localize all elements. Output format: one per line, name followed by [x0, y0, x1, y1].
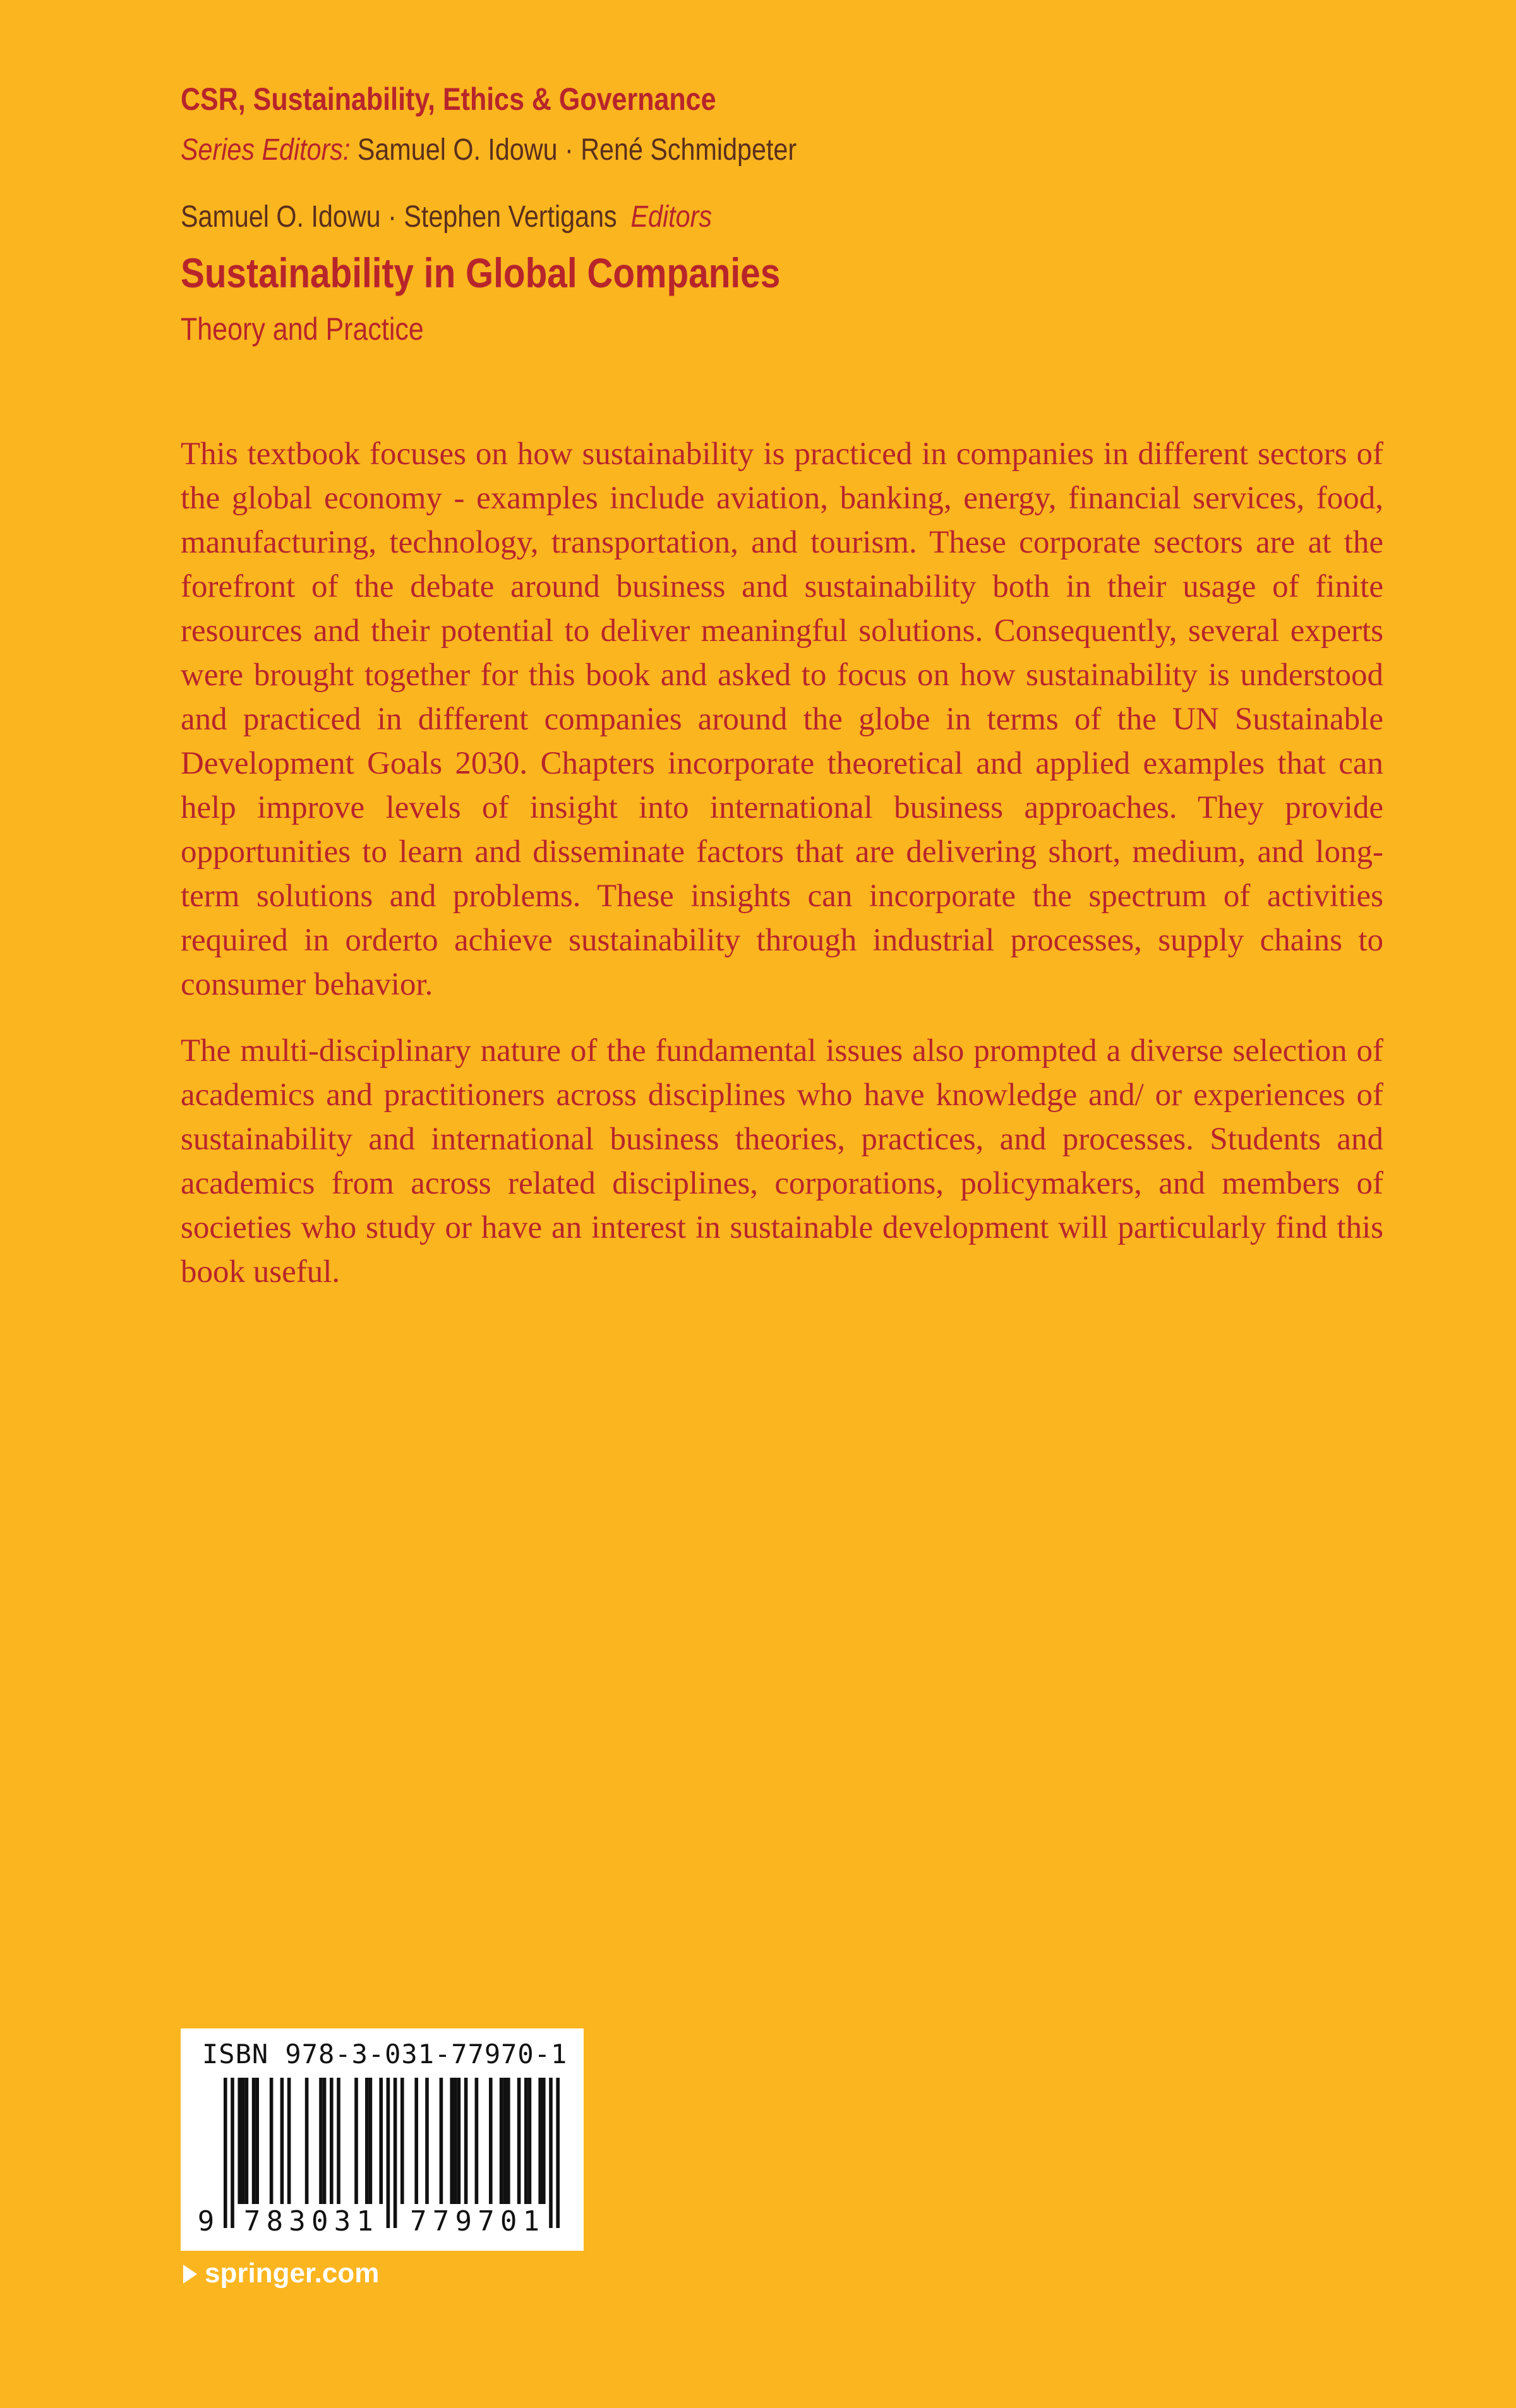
barcode-bar — [330, 2078, 334, 2204]
barcode-bar — [538, 2078, 542, 2204]
springer-link-text: springer.com — [205, 2258, 380, 2289]
barcode-bar — [517, 2078, 521, 2204]
barcode-bar — [414, 2078, 418, 2204]
barcode-bar — [528, 2078, 532, 2204]
barcode-bar — [556, 2078, 560, 2228]
barcode-bar — [440, 2078, 443, 2204]
barcode-digits: 779701 — [410, 2205, 540, 2237]
isbn-barcode — [181, 2028, 584, 2251]
barcode-bar — [252, 2078, 256, 2204]
barcode-bar — [387, 2078, 390, 2228]
series-editors-names: Samuel O. Idowu · René Schmidpeter — [357, 133, 797, 167]
barcode-bar — [454, 2078, 457, 2204]
isbn-label: ISBN 978-3-031-77970-1 — [202, 2039, 568, 2070]
barcode-bar — [425, 2078, 429, 2204]
arrow-icon — [183, 2265, 197, 2284]
barcode-bar — [503, 2078, 507, 2204]
blurb-paragraph-1: This textbook focuses on how sustainability is practiced in companies in different sectors of the global economy - examples include aviation, banking, energy, financial services, food, manufacturing, technology, transportation, and tourism. These corporate sectors are at the forefront of the debate around business and sustainability both in their usage of finite resources and their potential to deliver meaningful solutions. Consequently, several experts were brought together for this book and asked to focus on how sustainability is understood and practiced in different companies around the globe in terms of the UN Sustainable Development Goals 2030. Chapters incorporate theoretical and applied examples that can help improve levels of insight into international business approaches. They provide opportunities to learn and disseminate factors that are delivering short, medium, and long-term solutions and problems. These insights can incorporate the spectrum of activities required in orderto achieve sustainability through industrial processes, supply chains to consumer behavior. — [181, 436, 1383, 1002]
barcode-bar — [280, 2078, 284, 2204]
springer-link[interactable] — [183, 2258, 379, 2289]
barcode-bar — [450, 2078, 454, 2204]
barcode-bar — [489, 2078, 493, 2204]
barcode-bar — [457, 2078, 461, 2204]
barcode-bar — [507, 2078, 510, 2204]
barcode-bar — [323, 2078, 327, 2204]
book-subtitle: Theory and Practice — [181, 311, 424, 347]
barcode-bar — [542, 2078, 546, 2204]
barcode-bar — [400, 2078, 404, 2204]
book-editors-names: Samuel O. Idowu · Stephen Vertigans — [181, 200, 617, 234]
barcode-bar — [241, 2078, 245, 2204]
series-editors-label: Series Editors: — [181, 133, 351, 167]
book-editors-label: Editors — [630, 200, 712, 234]
barcode-bar — [224, 2078, 227, 2228]
book-editors — [181, 200, 712, 234]
barcode-bar — [475, 2078, 479, 2204]
series-editors — [181, 133, 797, 167]
barcode-bar — [549, 2078, 553, 2228]
barcode-bar — [255, 2078, 259, 2204]
barcode-bar — [369, 2078, 373, 2204]
barcode-bar — [245, 2078, 249, 2204]
barcode-bar — [500, 2078, 503, 2204]
barcode-bar — [305, 2078, 309, 2204]
blurb-paragraph-2: The multi-disciplinary nature of the fundamental issues also prompted a diverse selection of academics and practitioners across disciplines who have knowledge and/ or experiences of sustainability and international business theories, practices, and processes. Students and academics from across related disciplines, corporations, policymakers, and members of societies who study or have an interest in sustainable development will particularly find this book useful. — [181, 1033, 1383, 1290]
barcode-bar — [337, 2078, 340, 2204]
barcode-digits: 783031 — [243, 2205, 373, 2237]
barcode-bar — [365, 2078, 369, 2204]
barcode-bar — [231, 2078, 234, 2228]
barcode-bar — [238, 2078, 241, 2204]
barcode-bar — [287, 2078, 291, 2204]
barcode-bar — [524, 2078, 528, 2204]
book-title: Sustainability in Global Companies — [181, 249, 781, 296]
barcode-bar — [394, 2078, 397, 2228]
series-title: CSR, Sustainability, Ethics & Governance — [181, 81, 716, 117]
barcode-graphic — [181, 2028, 584, 2251]
barcode-digits: 9 — [197, 2205, 215, 2237]
barcode-bar — [464, 2078, 468, 2204]
barcode-bar — [354, 2078, 358, 2204]
barcode-bar — [379, 2078, 383, 2204]
barcode-bar — [270, 2078, 274, 2204]
barcode-bar — [319, 2078, 323, 2204]
